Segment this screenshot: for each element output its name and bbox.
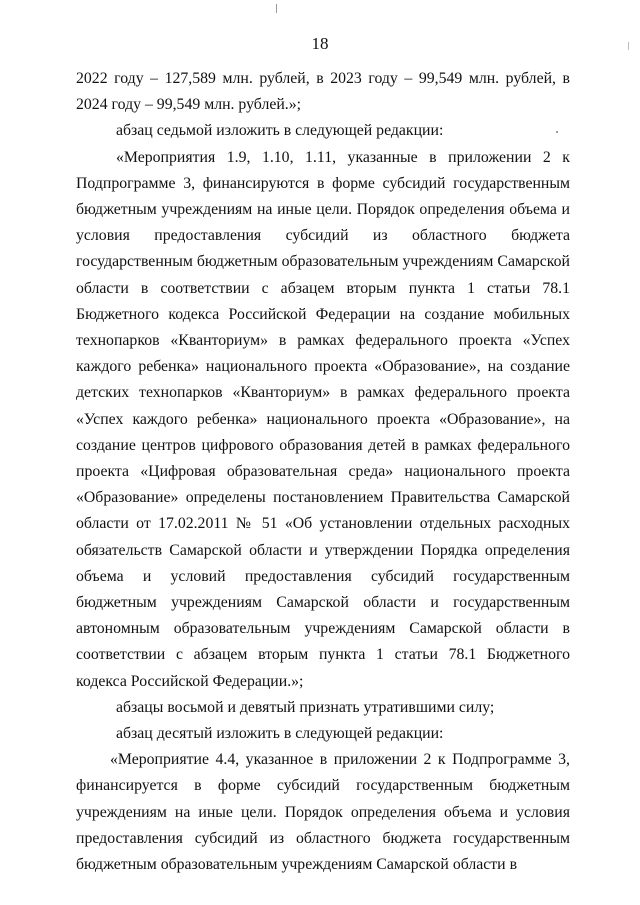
- paragraph-amendment-seventh: абзац седьмой изложить в следующей редакции:: [116, 122, 444, 140]
- document-body: [76, 66, 570, 878]
- binding-mark: [276, 4, 277, 13]
- paragraph-amendment-tenth: абзац десятый изложить в следующей редакции:: [116, 725, 444, 743]
- page-number: 18: [311, 34, 329, 53]
- paragraph-measures-quote: «Мероприятия 1.9, 1.10, 1.11, указанные в приложении 2 к Подпрограмме 3, финансируются в форме субсидий государственным бюджетным учреждениям на иные цели. Порядок определения объема и условия предоставления субсидий из областного бюджета государственным бюджетным образовательным учреждениям Самарской области в соответствии с абзацем вторым пункта 1 статьи 78.1 Бюджетного кодекса Российской Федерации на создание мобильных технопарков «Кванториум» в рамках федерального проекта «Успех каждого ребенка» национального проекта «Образование», на создание детских технопарков «Кванториум» в рамках федерального проекта «Успех каждого ребенка» национального проекта «Образование», на создание центров цифрового образования детей в рамках федерального проекта «Цифровая образовательная среда» национального проекта «Образование» определены постановлением Правительства Самарской области от 17.02.2011 № 51 «Об установлении отдельных расходных обязательств Самарской области и утверждении Порядка определения объема и условий предоставления субсидий государственным бюджетным учреждениям Самарской области и государственным автономным образовательным учреждениям Самарской области в соответствии с абзацем вторым пункта 1 статьи 78.1 Бюджетного кодекса Российской Федерации.»;: [76, 148, 570, 690]
- paragraph-continuation: 2022 году – 127,589 млн. рублей, в 2023 году – 99,549 млн. рублей, в 2024 году – 99,549 млн. рублей.»;: [76, 70, 570, 114]
- paragraph-repeal: абзацы восьмой и девятый признать утратившими силу;: [116, 698, 495, 716]
- paragraph-measure-quote: «Мероприятие 4.4, указанное в приложении 2 к Подпрограмме 3, финансируется в форме субсидий государственным бюджетным учреждениям на иные цели. Порядок определения объема и условия предоставления субсидий из областного бюджета государственным бюджетным образовательным учреждениям Самарской области в: [76, 751, 570, 874]
